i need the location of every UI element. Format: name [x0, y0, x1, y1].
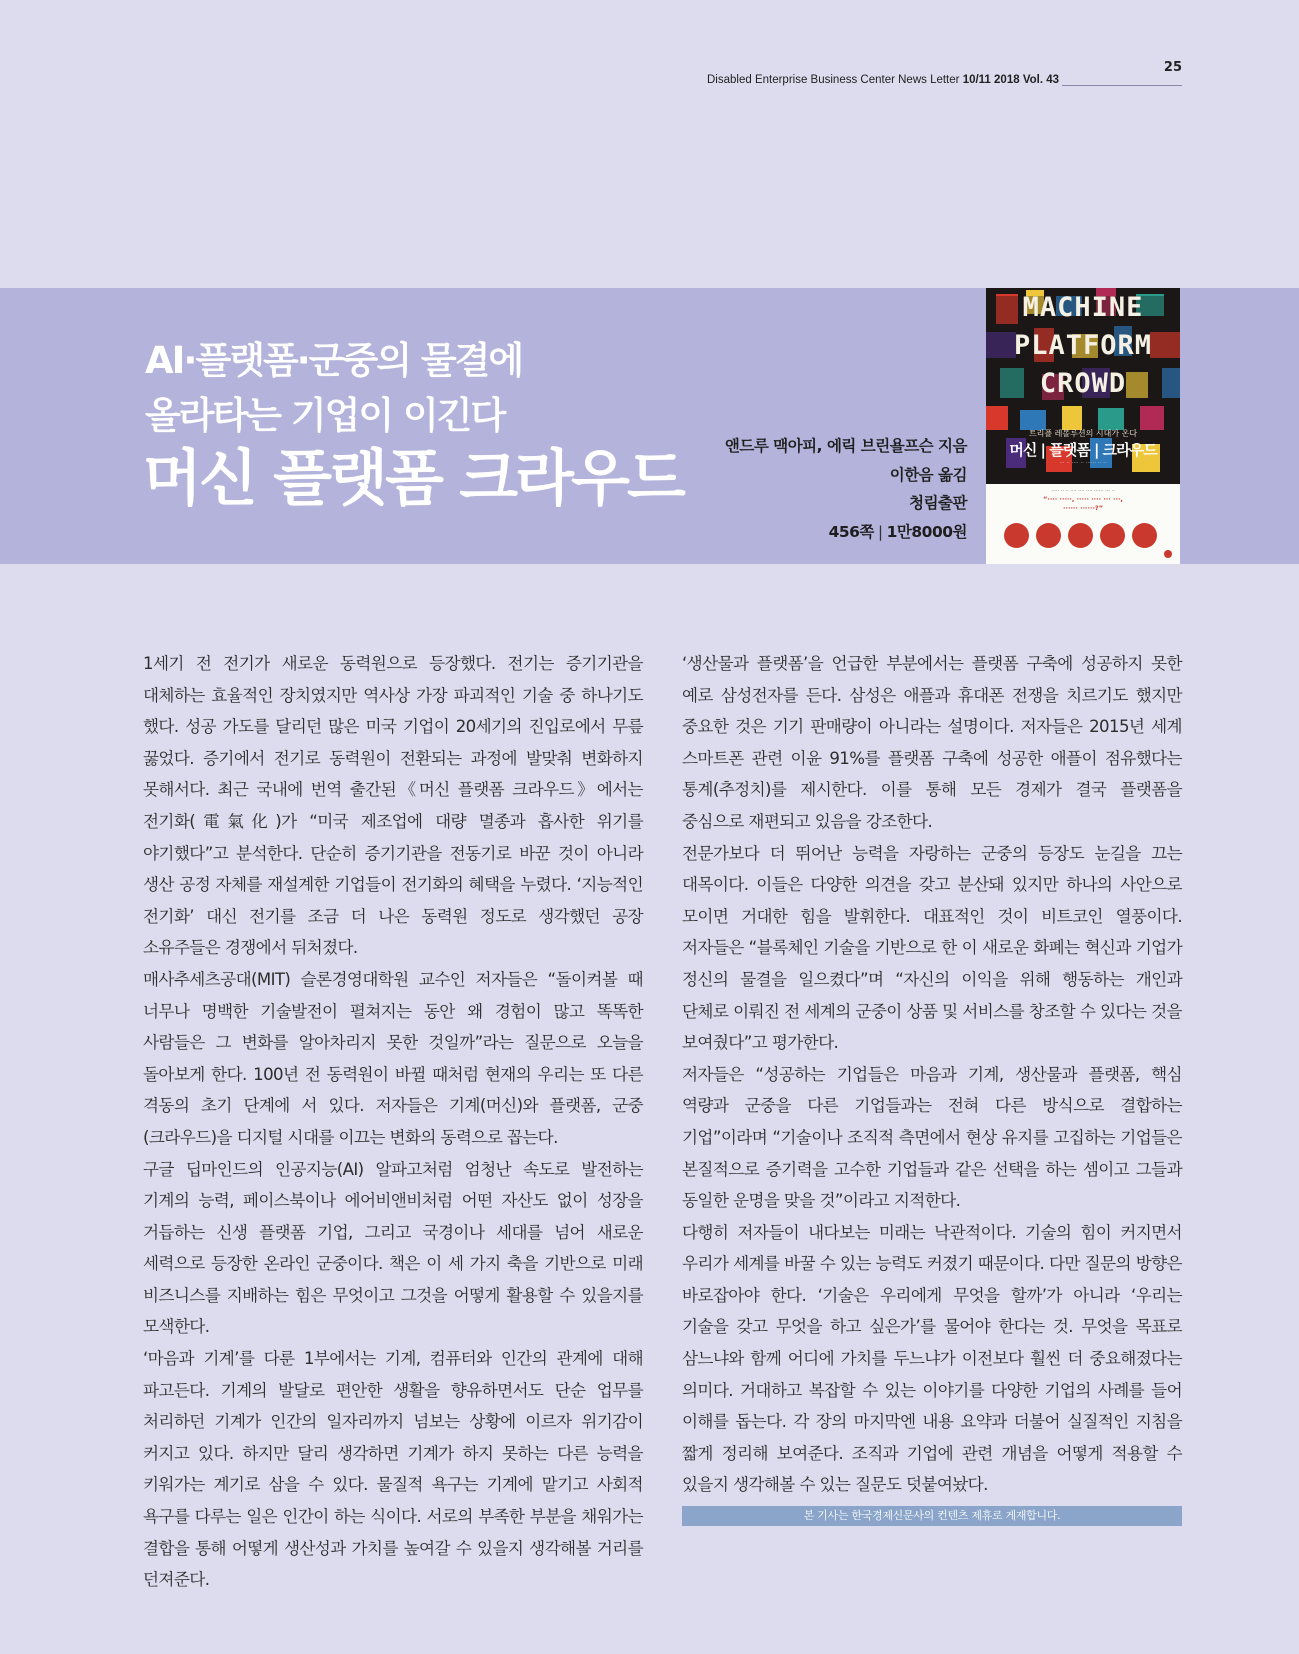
article-column-right: [682, 648, 1182, 1501]
book-title: 머신 플랫폼 크라우드: [143, 443, 683, 514]
book-pages: 456쪽: [828, 522, 874, 541]
article-column-left: [143, 648, 643, 1596]
article-paragraph: ‘생산물과 플랫폼’을 언급한 부분에서는 플랫폼 구축에 성공하지 못한 예로 삼성전자를 든다. 삼성은 애플과 휴대폰 전쟁을 치르기도 했지만 중요한 것은 기기 판매량이 아니라는 설명이다. 저자들은 2015년 세계 스마트폰 관련 이윤 91%를 플랫폼 구축에 성공한 애플이 점유했다는 통계(추정치)를 제시한다. 이를 통해 모든 경제가 결국 플랫폼을 중심으로 재편되고 있음을 강조한다.: [682, 654, 1182, 831]
book-translator: 이한음 옮김: [889, 465, 967, 484]
running-header: [707, 74, 1059, 86]
cover-tagline: ····· ·· ·· ···· ···· ···· ······ ··· ··: [1051, 488, 1115, 494]
header-rule: [1062, 85, 1182, 86]
page-number: 25: [1163, 60, 1182, 75]
article-paragraph: 1세기 전 전기가 새로운 동력원으로 등장했다. 전기는 증기기관을 대체하는 효율적인 장치였지만 역사상 가장 파괴적인 기술 중 하나기도 했다. 성공 가도를 달리던 많은 미국 기업이 20세기의 진입로에서 무릎 꿇었다. 증기에서 전기로 동력원이 전환되는 과정에 발맞춰 변화하지 못해서다. 최근 국내에 번역 출간된《머신 플랫폼 크라우드》에서는 전기화(電氣化)가 “미국 제조업에 대량 멸종과 흡사한 위기를 야기했다”고 분석한다. 단순히 증기기관을 전동기로 바꾼 것이 아니라 생산 공정 자체를 재설계한 기업들이 전기화의 혜택을 누렸다. ‘지능적인 전기화’ 대신 전기를 조금 더 나은 동력원 정도로 생각했던 공장 소유주들은 경쟁에서 뒤처졌다.: [143, 654, 643, 958]
headline-line-2: 올라타는 기업이 이긴다: [145, 394, 505, 437]
cover-title-line-2: PLATFORM: [1013, 330, 1153, 361]
cover-badge: [1132, 523, 1157, 548]
cover-badge: [1068, 523, 1093, 548]
article-paragraph: 구글 딥마인드의 인공지능(AI) 알파고처럼 엄청난 속도로 발전하는 기계의 능력, 페이스북이나 에어비앤비처럼 어떤 자산도 없이 성장을 거듭하는 신생 플랫폼 기업, 그리고 국경이나 세대를 넘어 새로운 세력으로 등장한 온라인 군중이다. 책은 이 세 가지 축을 기반으로 미래 비즈니스를 지배하는 힘은 무엇이고 그것을 어떻게 활용할 수 있을지를 모색한다.: [143, 1159, 643, 1337]
article-paragraph: 매사추세츠공대(MIT) 슬론경영대학원 교수인 저자들은 “돌이켜볼 때 너무나 명백한 기술발전이 펼쳐지는 동안 왜 경험이 많고 똑똑한 사람들은 그 변화를 알아차리지 못한 것일까”라는 질문으로 오늘을 돌아보게 한다. 100년 전 동력원이 바뀔 때처럼 현재의 우리는 또 다른 격동의 초기 단계에 서 있다. 저자들은 기계(머신)와 플랫폼, 군중(크라우드)을 디지털 시대를 이끄는 변화의 동력으로 꼽는다.: [143, 969, 643, 1147]
cover-subtitle: 트리플 레볼루션의 시대가 온다: [1028, 429, 1138, 438]
book-meta: [607, 432, 967, 546]
headline-line-1: AI·플랫폼·군중의 물결에: [145, 339, 523, 382]
cover-title-line-1: MACHINE: [1022, 292, 1144, 323]
book-cover-image: [986, 288, 1180, 564]
cover-quote: “···· ·····, ····· ···· ··· ···, ······ ······?”: [1043, 495, 1123, 512]
publisher-logo-icon: [1164, 550, 1172, 558]
article-paragraph: 다행히 저자들이 내다보는 미래는 낙관적이다. 기술의 힘이 커지면서 우리가 세계를 바꿀 수 있는 능력도 커졌기 때문이다. 다만 질문의 방향은 바로잡아야 한다. ‘기술은 우리에게 무엇을 할까’가 아니라 ‘우리는 기술을 갖고 무엇을 하고 싶은가’를 물어야 한다는 것. 무엇을 목표로 삼느냐와 함께 어디에 가치를 두느냐가 이전보다 훨씬 더 중요해졌다는 의미다. 거대하고 복잡할 수 있는 이야기를 다양한 기업의 사례를 들어 이해를 돕는다. 각 장의 마지막엔 내용 요약과 더불어 실질적인 지침을 짧게 정리해 보여준다. 조직과 기업에 관련 개념을 어떻게 적용할 수 있을지 생각해볼 수 있는 질문도 덧붙여놨다.: [682, 1222, 1182, 1495]
article-paragraph: 전문가보다 더 뛰어난 능력을 자랑하는 군중의 등장도 눈길을 끄는 대목이다. 이들은 다양한 의견을 갖고 분산돼 있지만 하나의 사안으로 모이면 거대한 힘을 발휘한다. 대표적인 것이 비트코인 열풍이다. 저자들은 “블록체인 기술을 기반으로 한 이 새로운 화폐는 혁신과 기업가 정신의 물결을 일으켰다”며 “자신의 이익을 위해 행동하는 개인과 단체로 이뤄진 전 세계의 군중이 상품 및 서비스를 창조할 수 있다는 것을 보여줬다”고 평가한다.: [682, 843, 1182, 1053]
issue-date: 10/11 2018: [962, 74, 1020, 86]
book-price: 1만8000원: [886, 522, 967, 541]
cover-badge: [1004, 523, 1029, 548]
article-paragraph: 저자들은 “성공하는 기업들은 마음과 기계, 생산물과 플랫폼, 핵심 역량과 군중을 다른 기업들과는 전혀 다른 방식으로 결합하는 기업”이라며 “기술이나 조직적 측면에서 현상 유지를 고집하는 기업들은 본질적으로 증기력을 고수한 기업들과 같은 선택을 하는 셈이고 그들과 동일한 운명을 맞을 것”이라고 지적한다.: [682, 1064, 1182, 1211]
newsletter-name: Disabled Enterprise Business Center News Letter: [707, 74, 960, 86]
cover-authors: ··· ·· ···· ·· ······ ·· ··: [1059, 460, 1107, 466]
volume: Vol. 43: [1022, 74, 1060, 86]
book-publisher: 청림출판: [909, 494, 967, 512]
cover-badge: [1036, 523, 1061, 548]
cover-title-line-3: CROWD: [1039, 368, 1127, 399]
cover-badge: [1100, 523, 1125, 548]
book-authors: 앤드루 맥아피, 에릭 브린욜프슨 지음: [724, 437, 967, 455]
cover-korean-title: 머신 | 플랫폼 | 크라우드: [1009, 441, 1157, 459]
book-pages-price: 456쪽 | 1만8000원: [828, 522, 967, 541]
article-paragraph: ‘마음과 기계’를 다룬 1부에서는 기계, 컴퓨터와 인간의 관계에 대해 파고든다. 기계의 발달로 편안한 생활을 향유하면서도 단순 업무를 처리하던 기계가 인간의 일자리까지 넘보는 상황에 이르자 위기감이 커지고 있다. 하지만 달리 생각하면 기계가 하지 못하는 다른 능력을 키워가는 계기로 삼을 수 있다. 물질적 욕구는 기계에 맡기고 사회적 욕구를 다루는 일은 인간이 하는 식이다. 서로의 부족한 부분을 채워가는 결합을 통해 어떻게 생산성과 가치를 높여갈 수 있을지 생각해볼 거리를 던져준다.: [143, 1349, 643, 1590]
content-credit-bar: 본 기사는 한국경제신문사의 컨텐츠 제휴로 게재합니다.: [682, 1506, 1182, 1526]
